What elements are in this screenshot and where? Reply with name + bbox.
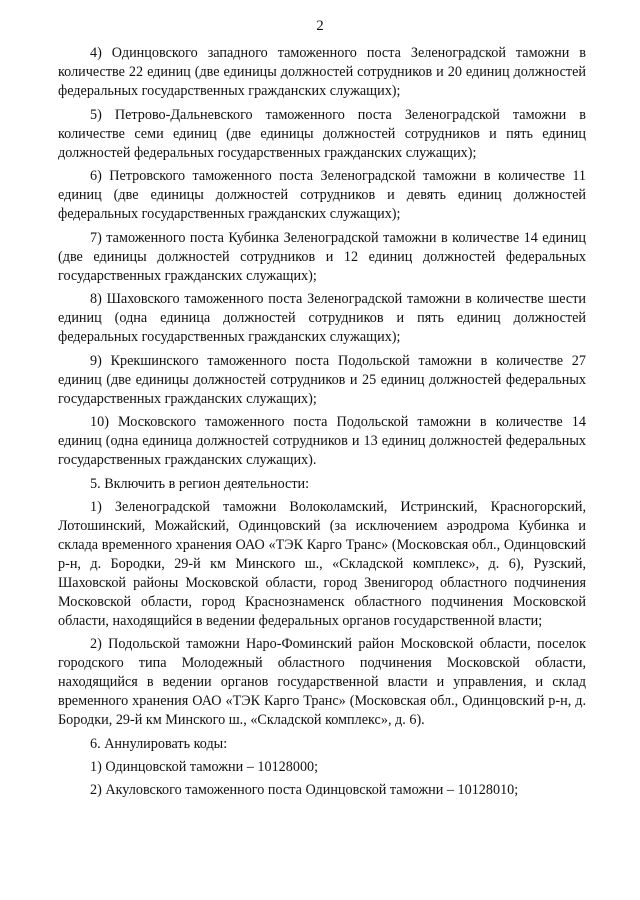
region-item-1: 1) Зеленоградской таможни Волоколамский, Истринский, Красногорский, Лотошинский, Можайский, Одинцовский (за исключением аэродрома Кубинка и склада временного хранения ОАО «ТЭК Карго Транс» (Московская обл., Одинцовский р-н, д. Бородки, 29-й км Минского ш., «Складской комплекс», д. 6), Рузский, Шаховской районы Московской области, город Звенигород областного подчинения Московской области, город Краснознаменск областного подчинения Московской области, находящийся в ведении федеральных органов государственной власти; [58, 498, 586, 629]
paragraph-item-10: 10) Московского таможенного поста Подольской таможни в количестве 14 единиц (одна единица должностей сотрудников и 13 единиц должностей федеральных государственных гражданских служащих). [58, 414, 586, 468]
paragraph-item-4: 4) Одинцовского западного таможенного поста Зеленоградской таможни в количестве 22 единиц (две единицы должностей сотрудников и 20 единиц должностей федеральных государственных гражданских служащих); [58, 45, 586, 99]
paragraph-item-9: 9) Крекшинского таможенного поста Подольской таможни в количестве 27 единиц (две единицы должностей сотрудников и 25 единиц должностей федеральных государственных гражданских служащих); [58, 352, 586, 407]
page-number: 2 [316, 18, 324, 34]
section-5-heading: 5. Включить в регион деятельности: [90, 475, 310, 492]
section-6-heading: 6. Аннулировать коды: [90, 735, 228, 752]
region-item-2: 2) Подольской таможни Наро-Фоминский район Московской области, поселок городского типа Молодежный областного подчинения Московской области, находящийся в ведении органов государственной власти и управления, и склад временного хранения ОАО «ТЭК Карго Транс» (Московская обл., Одинцовский р-н, д. Бородки, 29-й км Минского ш., «Складской комплекс», д. 6). [58, 636, 586, 728]
code-item-1: 1) Одинцовской таможни – 10128000; [90, 758, 319, 775]
paragraph-item-7: 7) таможенного поста Кубинка Зеленоградской таможни в количестве 14 единиц (две единицы должностей сотрудников и 12 единиц должностей федеральных государственных гражданских служащих); [58, 229, 586, 284]
document-body [58, 44, 586, 804]
paragraph-item-5: 5) Петрово-Дальневского таможенного поста Зеленоградской таможни в количестве семи единиц (две единицы должностей сотрудников и пять единиц должностей федеральных государственных гражданских служащих); [58, 106, 586, 161]
paragraph-item-8: 8) Шаховского таможенного поста Зеленоградской таможни в количестве шести единиц (одна единица должностей сотрудников и пять единиц должностей федеральных государственных гражданских служащих); [58, 291, 586, 345]
code-item-2: 2) Акуловского таможенного поста Одинцовской таможни – 10128010; [90, 781, 519, 798]
paragraph-item-6: 6) Петровского таможенного поста Зеленоградской таможни в количестве 11 единиц (две единицы должностей сотрудников и девять единиц должностей федеральных государственных гражданских служащих); [58, 168, 586, 222]
